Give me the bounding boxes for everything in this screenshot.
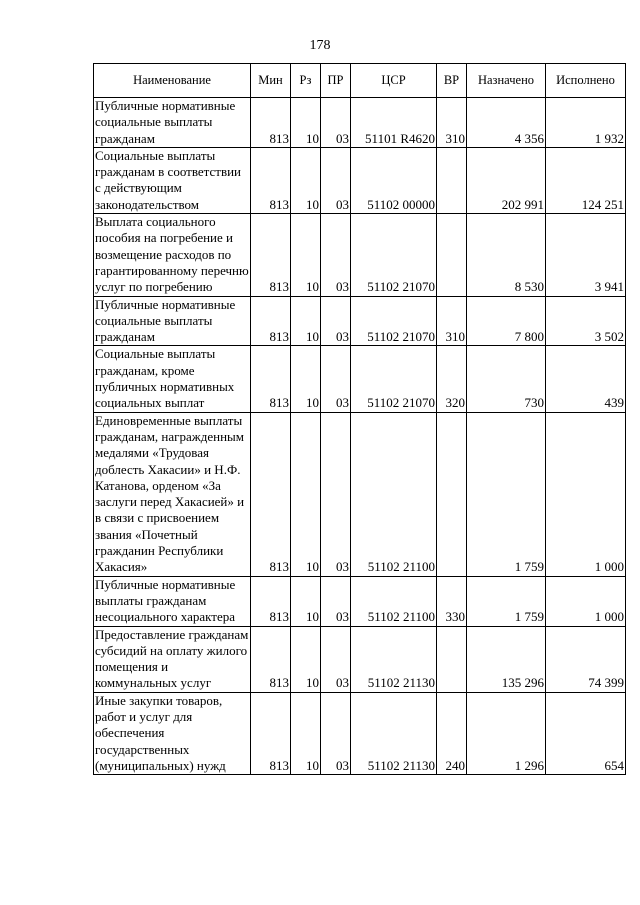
row-csr: 51102 21130 — [351, 626, 437, 692]
table-row — [94, 214, 626, 296]
row-executed: 439 — [546, 346, 626, 412]
row-assigned: 202 991 — [467, 147, 546, 213]
row-executed: 3 941 — [546, 214, 626, 296]
table-header-row — [94, 64, 626, 98]
row-pr: 03 — [321, 576, 351, 626]
header-vr: ВР — [437, 64, 467, 98]
row-executed: 124 251 — [546, 147, 626, 213]
row-min: 813 — [251, 98, 291, 148]
row-name: Единовременные выплаты гражданам, награжденным медалями «Трудовая доблесть Хакасии» и Н.Ф. Катанова, орденом «За заслуги перед Хакасией» и в связи с присвоением звания «Почетный гражданин Республики Хакасия» — [94, 412, 251, 576]
row-min: 813 — [251, 214, 291, 296]
row-csr: 51102 21130 — [351, 692, 437, 774]
row-assigned: 135 296 — [467, 626, 546, 692]
row-executed: 1 932 — [546, 98, 626, 148]
header-name: Наименование — [94, 64, 251, 98]
row-pr: 03 — [321, 626, 351, 692]
row-vr: 310 — [437, 296, 467, 346]
row-rz: 10 — [291, 98, 321, 148]
row-rz: 10 — [291, 346, 321, 412]
row-min: 813 — [251, 576, 291, 626]
row-vr — [437, 214, 467, 296]
header-min: Мин — [251, 64, 291, 98]
row-rz: 10 — [291, 296, 321, 346]
table-row — [94, 692, 626, 774]
row-min: 813 — [251, 626, 291, 692]
row-rz: 10 — [291, 576, 321, 626]
row-min: 813 — [251, 296, 291, 346]
table-row — [94, 346, 626, 412]
row-vr — [437, 412, 467, 576]
row-pr: 03 — [321, 98, 351, 148]
header-csr: ЦСР — [351, 64, 437, 98]
table-row — [94, 412, 626, 576]
table-row — [94, 147, 626, 213]
row-name: Публичные нормативные социальные выплаты гражданам — [94, 296, 251, 346]
row-executed: 1 000 — [546, 576, 626, 626]
row-csr: 51102 21100 — [351, 412, 437, 576]
table-row — [94, 576, 626, 626]
page-number: 178 — [309, 38, 331, 53]
row-pr: 03 — [321, 692, 351, 774]
table-row — [94, 626, 626, 692]
row-min: 813 — [251, 692, 291, 774]
row-name: Предоставление гражданам субсидий на оплату жилого помещения и коммунальных услуг — [94, 626, 251, 692]
header-assigned: Назначено — [467, 64, 546, 98]
row-executed: 654 — [546, 692, 626, 774]
row-rz: 10 — [291, 214, 321, 296]
row-vr: 310 — [437, 98, 467, 148]
row-assigned: 8 530 — [467, 214, 546, 296]
budget-table — [93, 63, 626, 775]
row-name: Социальные выплаты гражданам в соответствии с действующим законодательством — [94, 147, 251, 213]
row-pr: 03 — [321, 147, 351, 213]
row-assigned: 1 759 — [467, 412, 546, 576]
row-assigned: 1 759 — [467, 576, 546, 626]
table-row — [94, 98, 626, 148]
row-rz: 10 — [291, 626, 321, 692]
row-name: Публичные нормативные выплаты гражданам несоциального характера — [94, 576, 251, 626]
row-name: Иные закупки товаров, работ и услуг для обеспечения государственных (муниципальных) нужд — [94, 692, 251, 774]
row-assigned: 4 356 — [467, 98, 546, 148]
row-vr — [437, 147, 467, 213]
row-assigned: 7 800 — [467, 296, 546, 346]
row-min: 813 — [251, 147, 291, 213]
row-name: Публичные нормативные социальные выплаты гражданам — [94, 98, 251, 148]
row-executed: 74 399 — [546, 626, 626, 692]
row-assigned: 1 296 — [467, 692, 546, 774]
row-csr: 51102 21070 — [351, 346, 437, 412]
row-csr: 51102 21070 — [351, 214, 437, 296]
row-min: 813 — [251, 346, 291, 412]
row-pr: 03 — [321, 412, 351, 576]
header-rz: Рз — [291, 64, 321, 98]
row-name: Выплата социального пособия на погребение и возмещение расходов по гарантированному перечню услуг по погребению — [95, 214, 249, 295]
row-pr: 03 — [321, 346, 351, 412]
row-vr: 320 — [437, 346, 467, 412]
row-pr: 03 — [321, 214, 351, 296]
row-csr: 51101 R4620 — [351, 98, 437, 148]
row-csr: 51102 00000 — [351, 147, 437, 213]
header-executed: Исполнено — [546, 64, 626, 98]
row-executed: 1 000 — [546, 412, 626, 576]
row-rz: 10 — [291, 692, 321, 774]
row-executed: 3 502 — [546, 296, 626, 346]
row-vr — [437, 626, 467, 692]
header-pr: ПР — [321, 64, 351, 98]
table-row — [94, 296, 626, 346]
row-name: Социальные выплаты гражданам, кроме публичных нормативных социальных выплат — [94, 346, 251, 412]
row-rz: 10 — [291, 147, 321, 213]
row-min: 813 — [251, 412, 291, 576]
row-assigned: 730 — [467, 346, 546, 412]
row-csr: 51102 21070 — [351, 296, 437, 346]
row-vr: 240 — [437, 692, 467, 774]
row-pr: 03 — [321, 296, 351, 346]
row-vr: 330 — [437, 576, 467, 626]
row-rz: 10 — [291, 412, 321, 576]
row-csr: 51102 21100 — [351, 576, 437, 626]
